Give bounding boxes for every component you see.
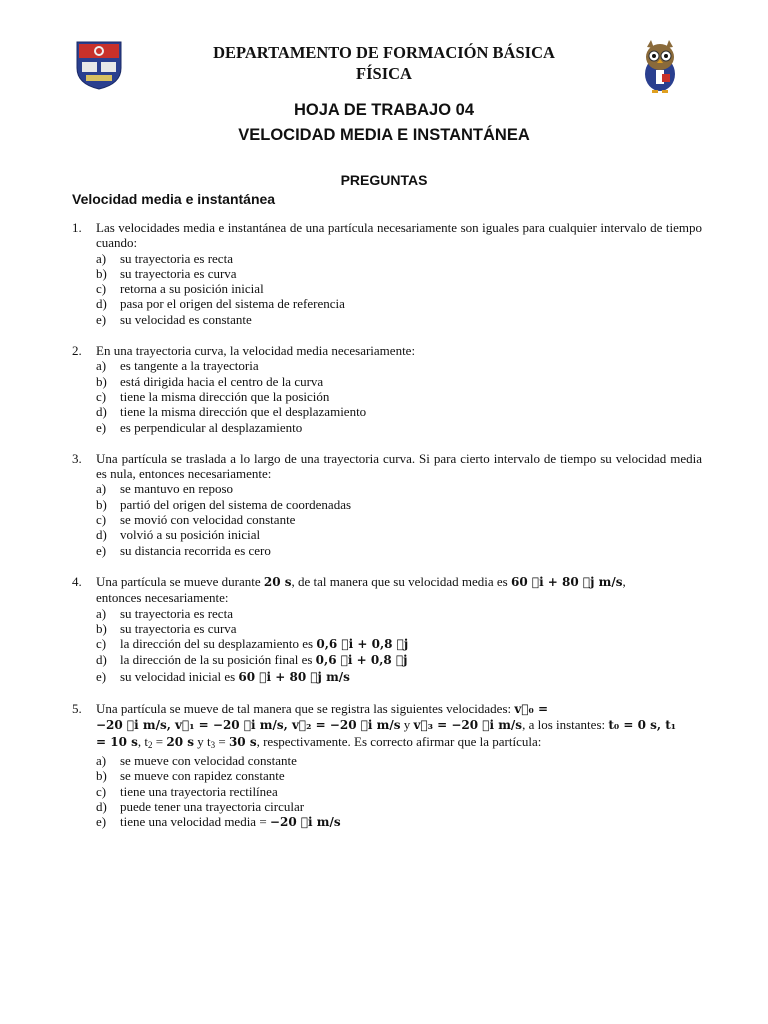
option-e: e) es perpendicular al desplazamiento <box>96 419 303 435</box>
document-header <box>150 42 618 84</box>
question-3 <box>72 451 702 558</box>
option-d: d) volvió a su posición inicial <box>96 527 261 543</box>
worksheet-topic: VELOCIDAD MEDIA E INSTANTÁNEA <box>238 126 530 144</box>
option-d: d) pasa por el origen del sistema de referencia <box>96 296 345 312</box>
option-a: a) su trayectoria es recta <box>96 605 233 621</box>
institution-crest-logo <box>74 40 124 90</box>
question-1 <box>72 220 702 327</box>
question-text: Una partícula se mueve durante 20 s, de tal manera que su velocidad media es 60 ⃗i + 80 ⃗j m/s, entonces necesariamente: <box>96 573 626 606</box>
question-text: Una partícula se traslada a lo largo de una trayectoria curva. Si para cierto intervalo de tiempo su velocidad media es nula, entonces necesariamente: <box>96 450 702 482</box>
question-text: Una partícula se mueve de tal manera que se registra las siguientes velocidades: v⃗₀ = −20 ⃗i m/s, v⃗₁ = −20 ⃗i m/s, v⃗₂ = −20 ⃗i m/s y v⃗₃ = −20 ⃗i m/s, a los instantes: t₀ = 0 s, t₁ = 10 s, $t_2 = 20$ s y $t_3 = 30$ s, respectivamente. Es correcto afirmar que la partícula: <box>96 701 677 750</box>
question-number: 5. <box>72 701 82 717</box>
option-b: b) su trayectoria es curva <box>96 265 237 281</box>
option-d: d) la dirección de la su posición final es 0,6 ⃗i + 0,8 ⃗j <box>96 652 408 668</box>
option-e: e) su distancia recorrida es cero <box>96 542 271 558</box>
option-c: c) tiene una trayectoria rectilínea <box>96 783 278 799</box>
option-e: e) su velocidad inicial es 60 ⃗i + 80 ⃗j m/s <box>96 668 350 684</box>
option-c: c) se movió con velocidad constante <box>96 512 296 528</box>
option-b: b) se mueve con rapidez constante <box>96 768 285 784</box>
option-c: c) la dirección del su desplazamiento es 0,6 ⃗i + 0,8 ⃗j <box>96 636 409 652</box>
department-name: DEPARTAMENTO DE FORMACIÓN BÁSICA <box>213 43 555 62</box>
questions-heading: PREGUNTAS <box>340 172 428 188</box>
option-b: b) su trayectoria es curva <box>96 620 237 636</box>
option-a: a) se mueve con velocidad constante <box>96 752 297 768</box>
question-text: Las velocidades media e instantánea de una partícula necesariamente son iguales para cualquier intervalo de tiempo cuando: <box>96 220 702 251</box>
option-d: d) tiene la misma dirección que el desplazamiento <box>96 404 367 420</box>
question-text: En una trayectoria curva, la velocidad media necesariamente: <box>96 343 416 359</box>
option-a: a) es tangente a la trayectoria <box>96 358 259 374</box>
question-list <box>72 220 702 846</box>
option-e: e) su velocidad es constante <box>96 311 252 327</box>
section-title: Velocidad media e instantánea <box>72 191 276 207</box>
option-e: e) tiene una velocidad media = −20 ⃗i m/s <box>96 814 341 830</box>
option-b: b) partió del origen del sistema de coordenadas <box>96 496 352 512</box>
worksheet-title <box>0 98 768 148</box>
question-number: 2. <box>72 343 82 359</box>
option-d: d) puede tener una trayectoria circular <box>96 798 305 814</box>
question-5 <box>72 701 702 830</box>
option-b: b) está dirigida hacia el centro de la curva <box>96 373 324 389</box>
option-c: c) tiene la misma dirección que la posición <box>96 388 330 404</box>
question-number: 1. <box>72 220 82 235</box>
subject-name: FÍSICA <box>356 64 412 83</box>
option-c: c) retorna a su posición inicial <box>96 281 264 297</box>
question-number: 4. <box>72 573 82 589</box>
question-2 <box>72 343 702 435</box>
option-a: a) se mantuvo en reposo <box>96 481 234 497</box>
question-number: 3. <box>72 450 82 466</box>
option-a: a) su trayectoria es recta <box>96 250 233 266</box>
question-4 <box>72 574 702 685</box>
worksheet-number: HOJA DE TRABAJO 04 <box>293 101 474 119</box>
owl-mascot-icon <box>632 38 688 94</box>
